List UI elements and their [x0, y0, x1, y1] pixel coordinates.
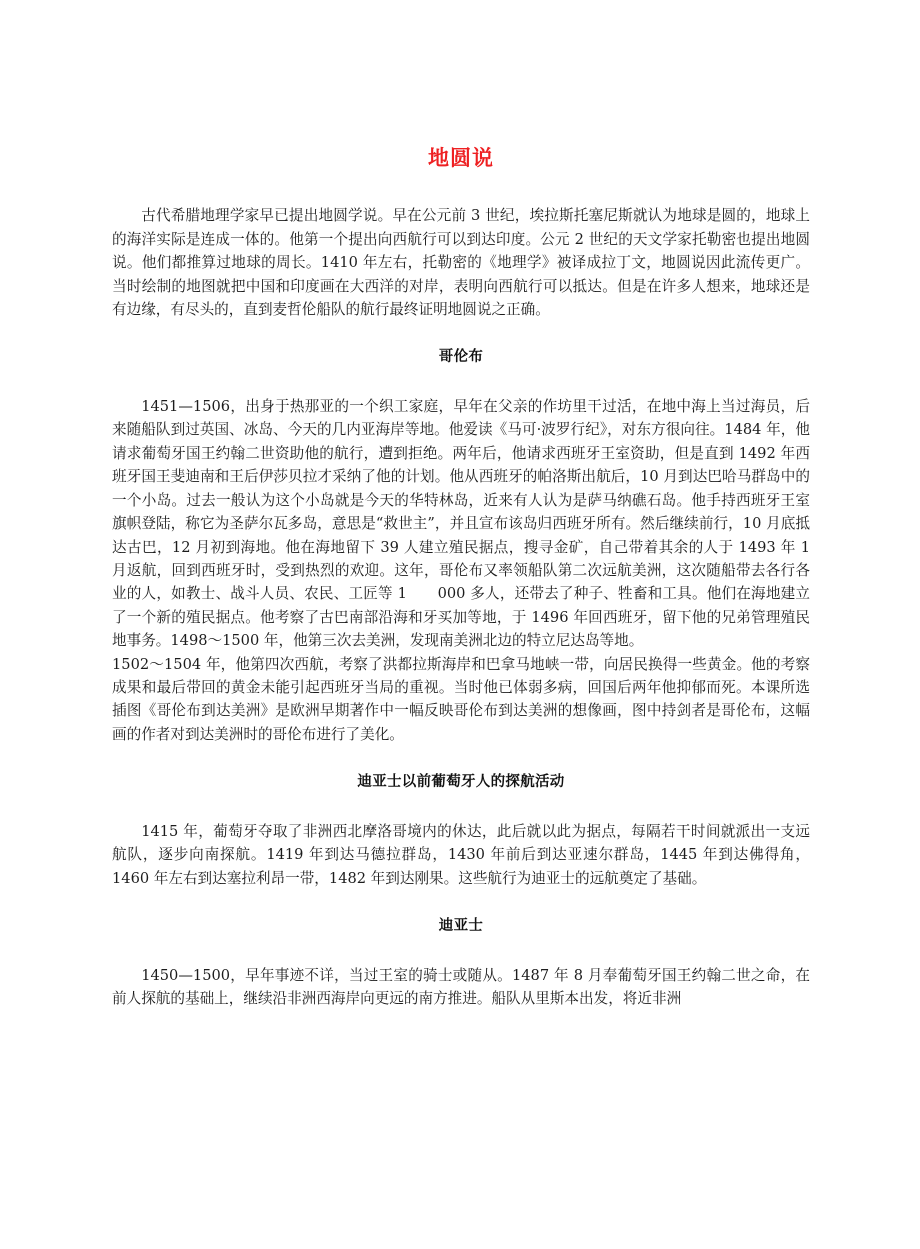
section-heading-pre-dias: 迪亚士以前葡萄牙人的探航活动: [357, 774, 565, 791]
spacer-before-heading-columbus: [112, 321, 810, 347]
paragraph-intro-1: 古代希腊地理学家早已提出地圆学说。早在公元前 3 世纪，埃拉斯托塞尼斯就认为地球是圆的，地球上的海洋实际是连成一体的。他第一个提出向西航行可以到达印度。公元 2 世纪的天文学家托勒密也提出地圆说。他们都推算过地球的周长。1410 年左右，托勒密的《地理学》被译成拉丁文，地圆说因此流传更广。当时绘制的地图就把中国和印度画在大西洋的对岸，表明向西航行可以抵达。但是在许多人想来，地球还是有边缘，有尽头的，直到麦哲伦船队的航行最终证明地圆说之正确。: [112, 207, 810, 318]
spacer-after-heading-dias: [112, 938, 810, 964]
spacer-after-heading-columbus: [112, 369, 810, 395]
spacer-before-heading-dias: [112, 890, 810, 916]
paragraph-columbus-1: [112, 395, 810, 652]
document-content: [112, 0, 810, 1011]
section-heading-dias: 迪亚士: [438, 918, 484, 935]
paragraph-dias-1: 1450—1500，早年事迹不详，当过王室的骑士或随从。1487 年 8 月奉葡萄牙国王约翰二世之命，在前人探航的基础上，继续沿非洲西海岸向更远的南方推进。船队从里斯本出发，将近非洲: [112, 966, 810, 1008]
paragraph-columbus-1-text: 1451—1506，出身于热那亚的一个织工家庭，早年在父亲的作坊里干过活，在地中海上当过海员，后来随船队到过英国、冰岛、今天的几内亚海岸等地。他爱读《马可·波罗行纪》，对东方很向往。1484 年，他请求葡萄牙国王约翰二世资助他的航行，遭到拒绝。两年后，他请求西班牙王室资助，但是直到 1492 年西班牙国王斐迪南和王后伊莎贝拉才采纳了他的计划。他从西班牙的帕洛斯出航后，10 月到达巴哈马群岛中的一个小岛。过去一般认为这个小岛就是今天的华特林岛，近来有人认为是萨马纳礁石岛。他手持西班牙王室旗帜登陆，称它为圣萨尔瓦多岛，意思是“救世主”，并且宣布该岛归西班牙所有。然后继续前行，10 月底抵达古巴，12 月初到海地。他在海地留下 39 人建立殖民据点，搜寻金矿，自己带着其余的人于 1493 年 1 月返航，回到西班牙时，受到热烈的欢迎。这年，哥伦布又率领船队第二次远航美洲，这次随船带去各行各业的人，如教士、战斗人员、农民、工匠等 1: [112, 398, 810, 603]
spacer-before-heading-pre-dias: [112, 746, 810, 772]
spacer-after-heading-pre-dias: [112, 794, 810, 820]
spacer-after-title: [112, 172, 810, 204]
paragraph-columbus-2-text: 000 多人，还带去了种子、牲畜和工具。他们在海地建立了一个新的殖民据点。他考察了古巴南部沿海和牙买加等地，于 1496 年回西班牙，留下他的兄弟管理殖民地事务。1498～1500 年，他第三次去美洲，发现南美洲北边的特立尼达岛等地。: [112, 585, 810, 650]
paragraph-pre-dias-1: 1415 年，葡萄牙夺取了非洲西北摩洛哥境内的休达，此后就以此为据点，每隔若干时间就派出一支远航队，逐步向南探航。1419 年到达马德拉群岛，1430 年前后到达亚速尔群岛，1445 年到达佛得角，1460 年左右到达塞拉利昂一带，1482 年到达刚果。这些航行为迪亚士的远航奠定了基础。: [112, 822, 810, 887]
section-heading-columbus: 哥伦布: [438, 349, 484, 366]
paragraph-columbus-3: 1502～1504 年，他第四次西航，考察了洪都拉斯海岸和巴拿马地峡一带，向居民换得一些黄金。他的考察成果和最后带回的黄金未能引起西班牙当局的重视。当时他已体弱多病，回国后两年他抑郁而死。本课所选插图《哥伦布到达美洲》是欧洲早期著作中一幅反映哥伦布到达美洲的想像画，图中持剑者是哥伦布，这幅画的作者对到达美洲时的哥伦布进行了美化。: [112, 655, 810, 743]
page-title: 地圆说: [428, 146, 494, 170]
